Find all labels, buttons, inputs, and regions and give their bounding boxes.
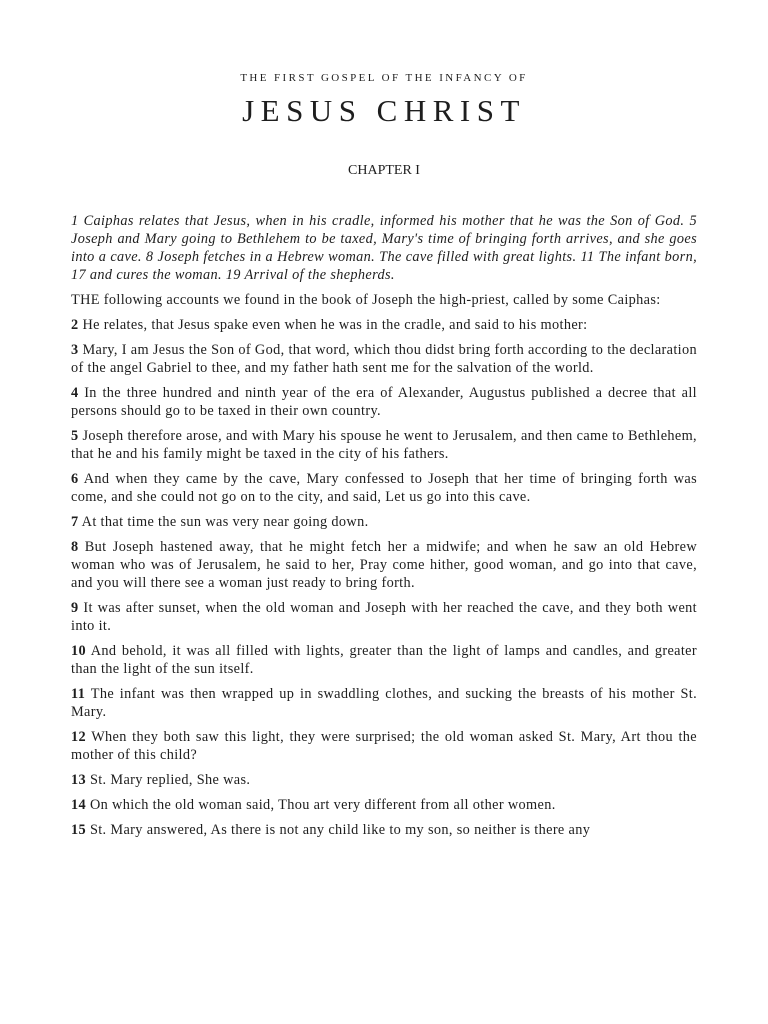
verse-paragraph bbox=[71, 341, 697, 377]
verse-list bbox=[71, 316, 697, 839]
verse-text: When they both saw this light, they were surprised; the old woman asked St. Mary, Art thou the mother of this child? bbox=[71, 729, 697, 763]
verse-text: And behold, it was all filled with lights, greater than the light of lamps and candles, and greater than the light of the sun itself. bbox=[71, 643, 697, 677]
verse-paragraph bbox=[71, 470, 697, 506]
verse-number: 4 bbox=[71, 385, 79, 401]
verse-number: 11 bbox=[71, 686, 86, 702]
verse-number: 7 bbox=[71, 514, 79, 530]
verse-text: But Joseph hastened away, that he might fetch her a midwife; and when he saw an old Hebrew woman who was of Jerusalem, he said to her, Pray come hither, good woman, and go into that cave, and you will there see a woman just ready to bring forth. bbox=[71, 539, 697, 591]
chapter-body bbox=[71, 212, 697, 846]
chapter-summary: 1 Caiphas relates that Jesus, when in his cradle, informed his mother that he was the Son of God. 5 Joseph and Mary going to Bethlehem to be taxed, Mary's time of bringing forth arrives, and she goes into a cave. 8 Joseph fetches in a Hebrew woman. The cave filled with great lights. 11 The infant born, 17 and cures the woman. 19 Arrival of the shepherds. bbox=[71, 213, 697, 283]
verse-text: In the three hundred and ninth year of the era of Alexander, Augustus published a decree that all persons should go to be taxed in their own country. bbox=[71, 385, 697, 419]
verse-text: The infant was then wrapped up in swaddling clothes, and sucking the breasts of his mother St. Mary. bbox=[71, 686, 697, 720]
verse-number: 10 bbox=[71, 643, 86, 659]
verse-paragraph bbox=[71, 821, 697, 839]
verse-paragraph bbox=[71, 316, 697, 334]
verse-text: On which the old woman said, Thou art very different from all other women. bbox=[89, 797, 556, 813]
verse-text: St. Mary answered, As there is not any child like to my son, so neither is there any bbox=[89, 822, 591, 838]
verse-number: 15 bbox=[71, 822, 86, 838]
verse-paragraph bbox=[71, 513, 697, 531]
verse-number: 2 bbox=[71, 317, 79, 333]
verse-number: 13 bbox=[71, 772, 86, 788]
verse-paragraph bbox=[71, 538, 697, 592]
verse-paragraph bbox=[71, 796, 697, 814]
verse-paragraph bbox=[71, 728, 697, 764]
verse-number: 8 bbox=[71, 539, 79, 555]
verse-text: Joseph therefore arose, and with Mary his spouse he went to Jerusalem, and then came to Bethlehem, that he and his family might be taxed in the city of his fathers. bbox=[71, 428, 697, 462]
verse-number: 5 bbox=[71, 428, 79, 444]
chapter-intro: THE following accounts we found in the book of Joseph the high-priest, called by some Caiphas: bbox=[71, 292, 661, 308]
document-supertitle: THE FIRST GOSPEL OF THE INFANCY OF bbox=[240, 72, 528, 84]
verse-number: 9 bbox=[71, 600, 79, 616]
chapter-heading: CHAPTER I bbox=[348, 163, 420, 178]
verse-paragraph bbox=[71, 771, 697, 789]
verse-text: It was after sunset, when the old woman and Joseph with her reached the cave, and they both went into it. bbox=[71, 600, 697, 634]
verse-paragraph bbox=[71, 642, 697, 678]
document-title: JESUS CHRIST bbox=[242, 93, 526, 128]
verse-text: Mary, I am Jesus the Son of God, that word, which thou didst bring forth according to the declaration of the angel Gabriel to thee, and my father hath sent me for the salvation of the world. bbox=[71, 342, 697, 376]
verse-text: At that time the sun was very near going down. bbox=[81, 514, 369, 530]
verse-paragraph bbox=[71, 384, 697, 420]
verse-text: St. Mary replied, She was. bbox=[89, 772, 251, 788]
verse-text: He relates, that Jesus spake even when he was in the cradle, and said to his mother: bbox=[82, 317, 588, 333]
verse-number: 12 bbox=[71, 729, 86, 745]
verse-number: 14 bbox=[71, 797, 86, 813]
verse-paragraph bbox=[71, 427, 697, 463]
verse-paragraph bbox=[71, 599, 697, 635]
verse-number: 6 bbox=[71, 471, 79, 487]
verse-text: And when they came by the cave, Mary confessed to Joseph that her time of bringing forth was come, and she could not go on to the city, and said, Let us go into this cave. bbox=[71, 471, 697, 505]
verse-number: 3 bbox=[71, 342, 79, 358]
verse-paragraph bbox=[71, 685, 697, 721]
